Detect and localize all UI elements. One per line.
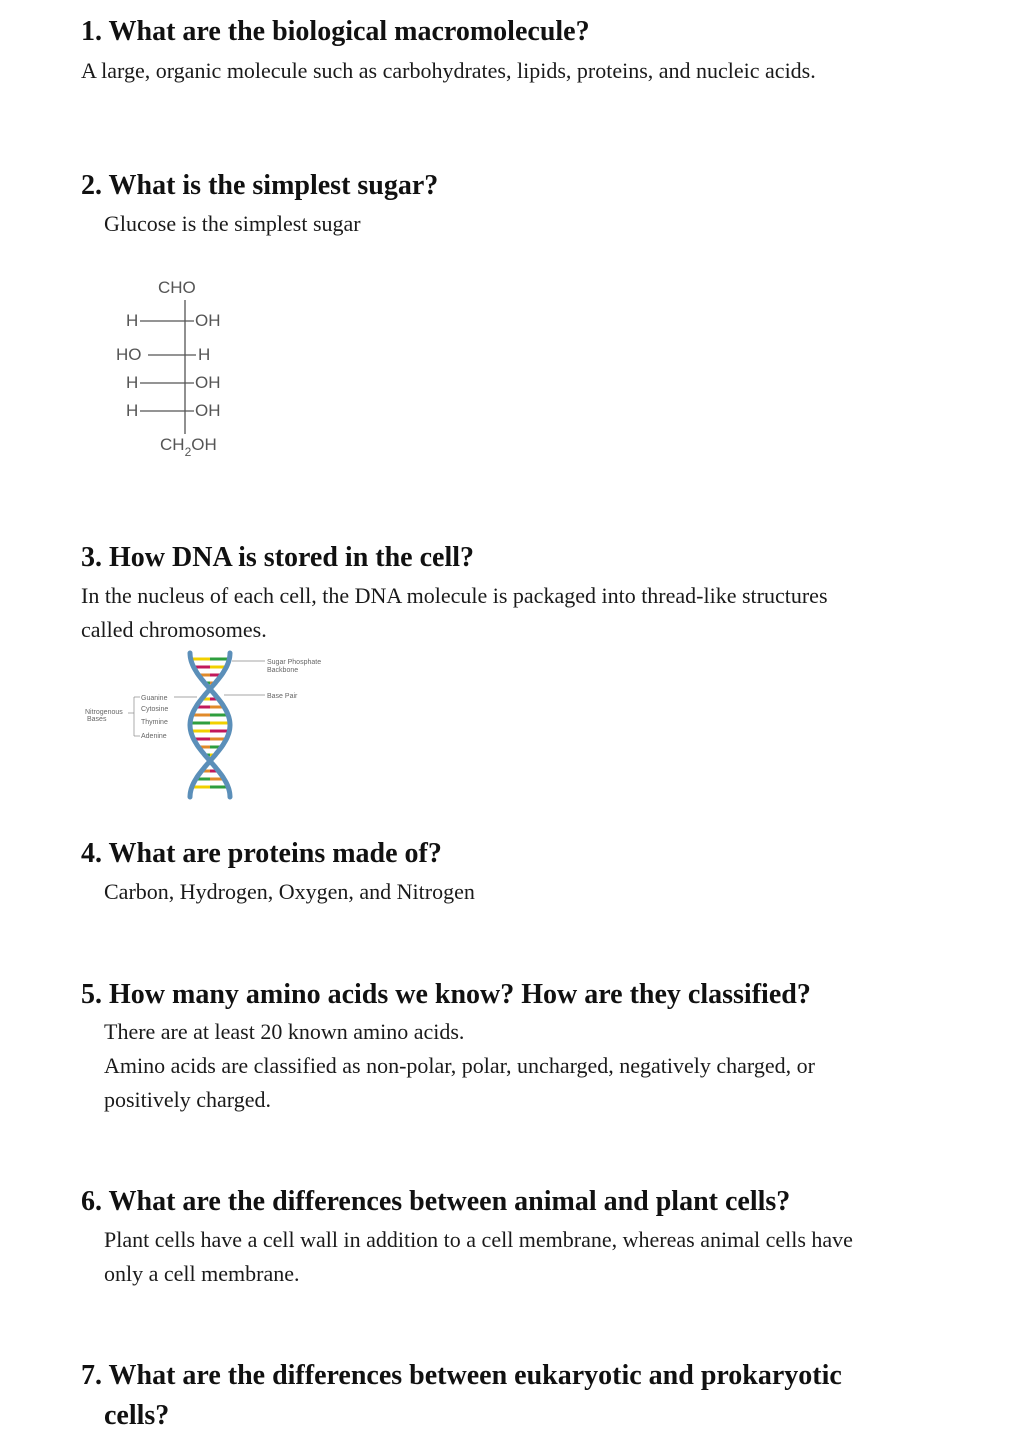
answer-3-line1: In the nucleus of each cell, the DNA molecule is packaged into thread-like structures — [81, 583, 828, 608]
glucose-row2-right: H — [198, 345, 211, 364]
question-6-title: 6. What are the differences between animal and plant cells? — [81, 1186, 791, 1217]
glucose-bottom-end: OH — [191, 435, 217, 454]
dna-base-pairs — [190, 659, 230, 787]
question-3-title: 3. How DNA is stored in the cell? — [81, 542, 475, 573]
question-2-title: 2. What is the simplest sugar? — [81, 170, 439, 201]
base-pair-label: Base Pair — [267, 693, 298, 700]
glucose-row1-left: H — [126, 311, 139, 330]
answer-3-line2: called chromosomes. — [81, 617, 267, 642]
base-label-guanine: Guanine — [141, 695, 168, 702]
question-5-title: 5. How many amino acids we know? How are they classified? — [81, 979, 811, 1010]
base-label-cytosine: Cytosine — [141, 706, 169, 713]
glucose-row3-left: H — [126, 373, 139, 392]
answer-6-line1: Plant cells have a cell wall in addition to a cell membrane, whereas animal cells have — [104, 1227, 853, 1252]
backbone-label-1: Sugar Phosphate — [267, 659, 322, 666]
base-label-adenine: Adenine — [141, 733, 167, 740]
question-7-title-line1: 7. What are the differences between eukaryotic and prokaryotic — [81, 1360, 842, 1391]
glucose-bottom-sub: 2 — [184, 445, 192, 459]
glucose-bottom-main: CH — [160, 435, 185, 454]
glucose-row4-right: OH — [195, 401, 221, 420]
glucose-bonds — [140, 300, 196, 434]
answer-1-text: A large, organic molecule such as carbohydrates, lipids, proteins, and nucleic acids. — [81, 58, 816, 83]
nitrogenous-label-1: Nitrogenous — [85, 709, 123, 716]
glucose-structure-figure — [110, 270, 250, 470]
question-1-title: 1. What are the biological macromolecule? — [81, 16, 590, 47]
backbone-label-2: Backbone — [267, 667, 299, 674]
svg-text:CH2OH — [160, 435, 217, 459]
glucose-row3-right: OH — [195, 373, 221, 392]
answer-4-text: Carbon, Hydrogen, Oxygen, and Nitrogen — [104, 879, 475, 904]
answer-5-line2: Amino acids are classified as non-polar, polar, uncharged, negatively charged, or — [104, 1053, 815, 1078]
answer-2-text: Glucose is the simplest sugar — [104, 211, 361, 236]
answer-6-line2: only a cell membrane. — [104, 1261, 300, 1286]
question-4-title: 4. What are proteins made of? — [81, 838, 442, 869]
dna-helix-figure — [82, 645, 342, 805]
glucose-row2-left: HO — [116, 345, 142, 364]
glucose-top-label: CHO — [158, 278, 196, 297]
question-7-title-line2: cells? — [104, 1400, 170, 1431]
glucose-row4-left: H — [126, 401, 139, 420]
nitrogenous-label-2: Bases — [87, 716, 107, 723]
answer-5-line3: positively charged. — [104, 1087, 271, 1112]
glucose-row1-right: OH — [195, 311, 221, 330]
base-label-thymine: Thymine — [141, 719, 168, 726]
answer-5-line1: There are at least 20 known amino acids. — [104, 1019, 465, 1044]
